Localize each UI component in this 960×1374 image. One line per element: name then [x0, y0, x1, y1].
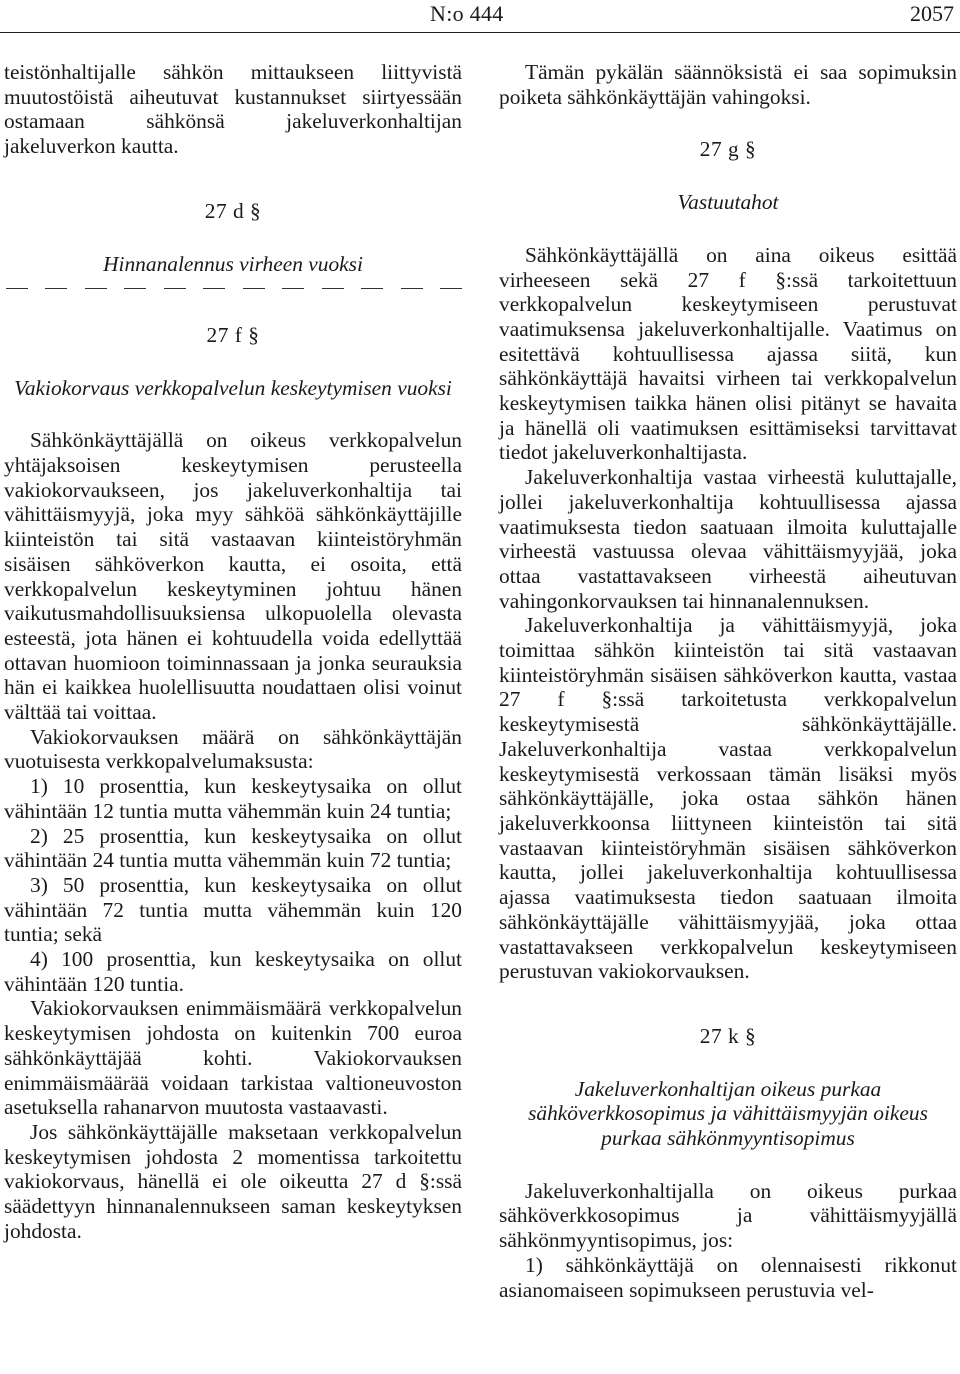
list-item-1: 1) 10 prosenttia, kun keskeytysaika on ollut vähintään 12 tuntia mutta vähemmän kuin 24 tuntia;	[4, 774, 462, 823]
omission-dashes	[4, 276, 462, 301]
left-intro-paragraph: teistönhaltijalle sähkön mittaukseen liittyvistä muutostöistä aiheutuvat kustannukset siirtyessään ostamaan sähkönsä jakeluverkonhaltijan jakeluverkon kautta.	[4, 60, 462, 159]
issue-number: N:o 444	[430, 1, 504, 26]
section-27k-paragraph-1: Jakeluverkonhaltijalla on oikeus purkaa sähköverkkosopimus ja vähittäismyyjällä sähkönmyyntisopimus, jos:	[499, 1178, 957, 1253]
right-intro-paragraph: Tämän pykälän säännöksistä ei saa sopimuksin poiketa sähkönkäyttäjän vahingoksi.	[499, 60, 957, 109]
right-column	[499, 60, 957, 1302]
list-item-4: 4) 100 prosenttia, kun keskeytysaika on ollut vähintään 120 tuntia.	[4, 947, 462, 996]
section-27g-number: 27 g §	[699, 137, 757, 162]
section-27d-title: Hinnanalennus virheen vuoksi	[103, 251, 363, 276]
list-item-3: 3) 50 prosenttia, kun keskeytysaika on ollut vähintään 72 tuntia mutta vähemmän kuin 120 tuntia; sekä	[4, 872, 462, 947]
section-27d-number: 27 d §	[204, 198, 262, 223]
section-27g-paragraph-2: Jakeluverkonhaltija vastaa virheestä kuluttajalle, jollei jakeluverkonhaltija kohtuullisessa ajassa vaatimuksesta tiedon saatuaan ilmoita kuluttajalle virheestä vastuussa olevaa vähittäismyyjää, joka ottaa vastattavakseen virheestä aiheutuvan vahingonkorvauksen tai hinnanalennuksen.	[499, 465, 957, 613]
section-27f-paragraph-3: Vakiokorvauksen enimmäismäärä verkkopalvelun keskeytymisen johdosta on kuitenkin 700 euroa sähkönkäyttäjää kohti. Vakiokorvauksen enimmäismäärää voidaan tarkistaa valtioneuvoston asetuksella rahanarvon muutosta vastaavasti.	[4, 996, 462, 1120]
section-27f-title: Vakiokorvaus verkkopalvelun keskeytymisen vuoksi	[14, 375, 452, 400]
section-27k-title: Jakeluverkonhaltijan oikeus purkaa sähköverkkosopimus ja vähittäismyyjän oikeus purkaa sähkönmyyntisopimus	[528, 1076, 928, 1151]
section-27g-paragraph-1: Sähkönkäyttäjällä on aina oikeus esittää virheeseen sekä 27 f §:ssä tarkoitettuun verkkopalvelun keskeytymiseen perustuvat vaatimuksensa jakeluverkonhaltijalle. Vaatimus on esitettävä kohtuullisessa ajassa siitä, kun sähkönkäyttäjä havaitsi virheen tai verkkopalvelun keskeytymisen taikka hänen olisi pitänyt se havaita ja hänellä oli vaatimuksen esittämiseksi tarvittavat tiedot jakeluverkonhaltijasta.	[499, 242, 957, 465]
section-27f-paragraph-2: Vakiokorvauksen määrä on sähkönkäyttäjän vuotuisesta verkkopalvelumaksusta:	[4, 724, 462, 774]
section-27f-paragraph-1: Sähkönkäyttäjällä on oikeus verkkopalvelun yhtäjaksoisen keskeytymisen perusteella vakiokorvaukseen, jos jakeluverkonhaltija tai vähittäismyyjä, joka myy sähköä sähkönkäyttäjille kiinteistön tai sitä vastaavan kiinteistöryhmän sisäisen sähköverkon kautta, ei osoita, että verkkopalvelun keskeytyminen johtuu hänen vaikutusmahdollisuuksiensa ulkopuolella olevasta esteestä, jota hänen ei kohtuudella voida edellyttää ottavan huomioon toiminnassaan ja jonka seurauksia hän ei kaikkea huolellisuutta noudattaen olisi voinut välttää tai voittaa.	[4, 428, 462, 725]
section-27g-paragraph-3: Jakeluverkonhaltija ja vähittäismyyjä, joka toimittaa sähkön kiinteistön tai sitä vastaavan kiinteistöryhmän sisäisen sähköverkon kautta, vastaa 27 f §:ssä tarkoitetusta verkkopalvelun keskeytymisestä sähkönkäyttäjälle. Jakeluverkonhaltija vastaa verkkopalvelun keskeytymisestä verkossaan tämän lisäksi myös sähkönkäyttäjälle, joka ostaa sähkön hänen jakeluverkkoonsa liittyneen kiinteistön tai sitä vastaavan kiinteistöryhmän sisäisen sähköverkon kautta, jollei jakeluverkonhaltija kohtuullisessa ajassa vaatimuksesta tiedon saatuaan ilmoita sähkönkäyttäjälle vähittäismyyjää, joka ottaa vastattavakseen verkkopalvelun keskeytymiseen perustuvan vakiokorvauksen.	[499, 613, 957, 984]
section-27f-paragraph-4: Jos sähkönkäyttäjälle maksetaan verkkopalvelun keskeytymisen johdosta 2 momentissa tarkoitettu vakiokorvaus, hänellä ei ole oikeutta 27 d §:ssä säädettyyn hinnanalennukseen saman keskeytyksen johdosta.	[4, 1120, 462, 1243]
section-27k-list-item-1: 1) sähkönkäyttäjä on olennaisesti rikkonut asianomaiseen sopimukseen perustuvia vel-	[499, 1252, 957, 1302]
section-27f-number: 27 f §	[206, 322, 260, 347]
left-column	[4, 60, 462, 1244]
section-27g-title: Vastuutahot	[677, 190, 779, 215]
section-27k-number: 27 k §	[699, 1023, 757, 1048]
list-item-2: 2) 25 prosenttia, kun keskeytysaika on ollut vähintään 24 tuntia mutta vähemmän kuin 72 tuntia;	[4, 823, 462, 873]
page-header	[0, 0, 960, 33]
page-number: 2057	[910, 1, 954, 26]
